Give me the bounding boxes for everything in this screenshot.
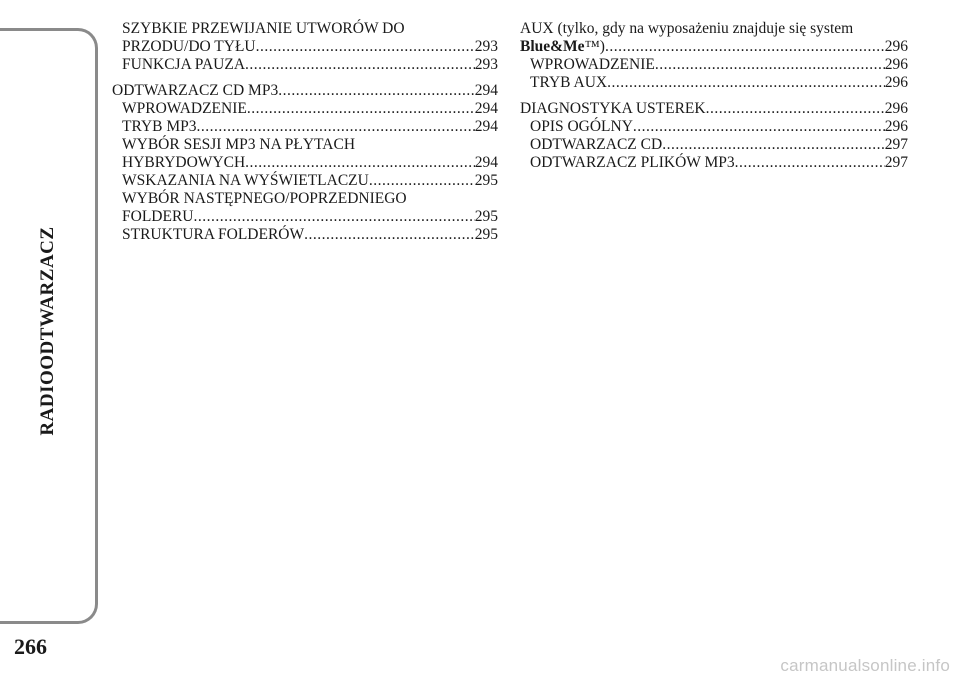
toc-page-number: 296 [884,38,908,55]
toc-entry-label: OPIS OGÓLNY [530,118,633,135]
toc-entry-szybkie[interactable] [112,38,498,56]
toc-leader-dots [304,226,475,244]
toc-page-number: 296 [884,74,908,91]
side-tab-label: RADIOODTWARZACZ [37,226,58,436]
toc-leader-dots [278,82,475,100]
toc-leader-dots [245,154,475,172]
toc-page-number: 296 [884,118,908,135]
toc-entry-tryb-aux[interactable] [520,74,908,92]
toc-entry-cd[interactable] [520,136,908,154]
toc-page-number: 296 [884,56,908,73]
toc-entry-aux-line1: AUX (tylko, gdy na wyposażeniu znajduje się system [520,20,854,37]
toc-entry-label: ODTWARZACZ CD MP3 [112,82,279,99]
toc-leader-dots [605,38,885,56]
toc-leader-dots [607,74,885,92]
brand-name: Blue&Me [520,38,585,55]
toc-entry-label: TRYB MP3 [122,118,197,135]
toc-leader-dots [245,56,475,74]
toc-leader-dots [193,208,474,226]
toc-page-number: 293 [474,56,498,73]
toc-leader-dots [197,118,475,136]
toc-entry-label: PRZODU/DO TYŁU [122,38,256,55]
toc-entry-label: WPROWADZENIE [122,100,247,117]
toc-page-number: 294 [474,154,498,171]
toc-entry-wskazania[interactable] [112,172,498,190]
toc-entry-mp3[interactable] [520,154,908,172]
toc-page-number: 295 [474,226,498,243]
toc-leader-dots [706,100,885,118]
toc-page-number: 294 [474,100,498,117]
toc-entry-pauza[interactable] [112,56,498,74]
toc-right-column [520,20,908,172]
toc-entry-wybor-sesji[interactable] [112,154,498,172]
toc-entry-wprowadzenie[interactable] [112,100,498,118]
toc-page-number: 294 [474,118,498,135]
toc-page-number: 296 [884,100,908,117]
watermark: carmanualsonline.info [780,656,950,675]
toc-entry-label: ODTWARZACZ CD [530,136,663,153]
toc-leader-dots [247,100,475,118]
toc-entry-aux-wprowadzenie[interactable] [520,56,908,74]
toc-entry-label: TRYB AUX [530,74,608,91]
toc-leader-dots [655,56,885,74]
toc-entry-cd-mp3[interactable] [112,82,498,100]
toc-entry-label: ODTWARZACZ PLIKÓW MP3 [530,154,735,171]
toc-page-number: 295 [474,172,498,189]
toc-page-number: 293 [474,38,498,55]
toc-entry-label [520,38,605,56]
side-tab [0,28,98,624]
toc-entry-label: FUNKCJA PAUZA [122,56,246,73]
toc-entry-wybor-sesji-line1: WYBÓR SESJI MP3 NA PŁYTACH [122,136,356,153]
toc-left-column [112,20,498,244]
toc-entry-aux[interactable] [520,38,908,56]
toc-entry-szybkie-line1: SZYBKIE PRZEWIJANIE UTWORÓW DO [122,20,405,37]
toc-entry-struktura[interactable] [112,226,498,244]
toc-entry-opis[interactable] [520,118,908,136]
toc-page-number: 297 [884,136,908,153]
toc-leader-dots [633,118,885,136]
toc-entry-tryb-mp3[interactable] [112,118,498,136]
toc-entry-label: FOLDERU [122,208,194,225]
toc-leader-dots [369,172,475,190]
toc-entry-label: HYBRYDOWYCH [122,154,246,171]
toc-entry-label: WPROWADZENIE [530,56,655,73]
toc-page-number: 294 [474,82,498,99]
toc-leader-dots [735,154,885,172]
toc-entry-folder-line1: WYBÓR NASTĘPNEGO/POPRZEDNIEGO [122,190,407,207]
toc-page-number: 295 [474,208,498,225]
toc-entry-label: STRUKTURA FOLDERÓW [122,226,305,243]
toc-leader-dots [256,38,475,56]
toc-entry-label: DIAGNOSTYKA USTEREK [520,100,706,117]
toc-entry-label: WSKAZANIA NA WYŚWIETLACZU [122,172,369,189]
page-number: 266 [14,634,47,659]
brand-trademark: ™) [584,38,605,55]
toc-page-number: 297 [884,154,908,171]
toc-entry-folder[interactable] [112,208,498,226]
toc-leader-dots [662,136,885,154]
toc-entry-diagnostyka[interactable] [520,100,908,118]
